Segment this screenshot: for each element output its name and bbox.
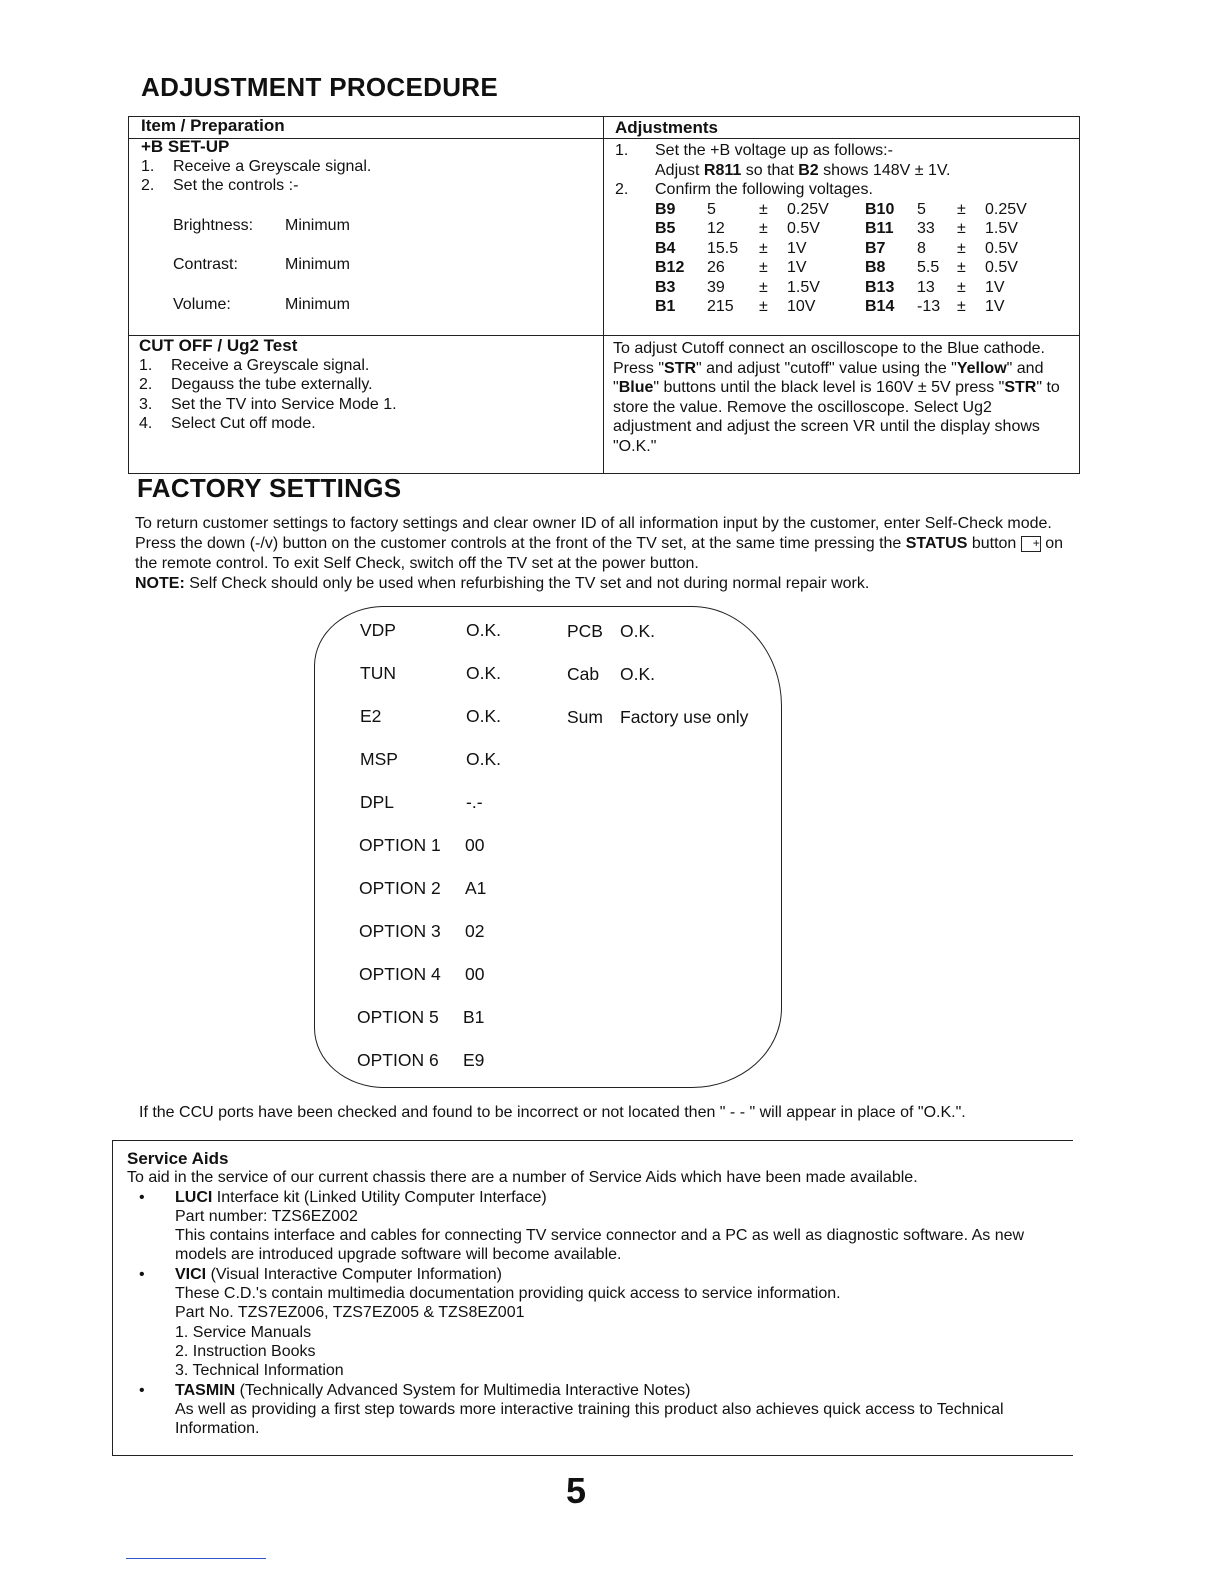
resistor-ref: R811 [703,161,742,179]
t: shows 148V ± 1V. [818,161,951,179]
note [135,574,1070,594]
adjustment-table [128,116,1080,474]
screen-row [567,621,655,642]
voltage-cell: 215 [707,298,734,315]
step-text: Select Cut off mode. [171,415,316,432]
screen-row [360,706,501,727]
col-header-item: Item / Preparation [141,116,285,135]
bset-heading: +B SET-UP [141,137,230,156]
screen-value: 00 [465,964,485,984]
voltage-cell: B12 [655,259,685,276]
service-aids-box [112,1140,1073,1456]
page-title: ADJUSTMENT PROCEDURE [141,72,499,102]
screen-row [359,835,484,856]
voltage-cell: B7 [865,239,886,257]
voltage-cell: B1 [655,298,676,315]
step: 1. Set the +B voltage up as follows:- [615,142,893,159]
screen-row [360,749,501,770]
t: Adjust [655,161,704,179]
tasmin-text: As well as providing a first step towards more interactive training this product also achieves quick access to Technical Information. [175,1400,1004,1438]
screen-key: OPTION 3 [359,921,441,941]
voltage-cell: 26 [707,259,725,276]
cutoff-steps [139,356,589,434]
t: To adjust Cutoff connect an oscilloscope to the Blue cathode. Press " [613,340,1045,377]
step [139,356,589,376]
voltage-cell: ± [957,259,966,276]
voltage-cell: B5 [655,220,676,237]
note-label: NOTE: [135,575,185,592]
luci-text: This contains interface and cables for connecting TV service connector and a PC as well as diagnostic software. As new models are introduced upgrade software will become available. [175,1227,1025,1264]
col-header-adjustments: Adjustments [615,118,718,137]
screen-key: OPTION 5 [357,1007,439,1027]
screen-key: VDP [360,620,396,640]
screen-row [357,1050,484,1071]
t: so that [741,161,799,179]
screen-value: E9 [463,1050,485,1070]
voltage-cell: 39 [707,278,725,296]
voltage-cell: 5 [707,200,716,218]
voltage-cell: 1V [787,239,807,257]
screen-row [359,964,484,985]
vici-text: These C.D.'s contain multimedia documentation providing quick access to service information. [175,1285,841,1303]
voltage-cell: 0.25V [787,200,829,218]
bset-adjustments [615,141,1075,317]
note-text: Self Check should only be used when refurbishing the TV set and not during normal repair work. [184,575,870,592]
step-number: 3. [139,395,153,413]
screen-row [359,878,486,899]
screen-row [567,664,655,685]
screen-value: O.K. [466,663,502,683]
voltage-cell: ± [957,200,966,218]
tasmin-item [127,1381,1057,1400]
voltage-cell: 13 [917,278,935,296]
t: (Technically Advanced System for Multimedia Interactive Notes) [235,1381,691,1399]
cutoff-adjustment [613,339,1063,456]
vici-list-item: 2. Instruction Books [175,1342,316,1360]
t: To return customer settings to factory settings and clear owner ID of all information input by the customer, enter Self-Check mode. Press the down (-/v) button on the customer controls at the front of the TV set, at the same time pressing the [135,515,1052,552]
screen-row [360,663,501,684]
voltage-cell: B14 [865,298,895,315]
screen-key: OPTION 4 [359,964,441,984]
voltage-cell: ± [759,239,768,257]
page-number: 5 [566,1470,587,1511]
voltage-cell: 5.5 [917,259,940,276]
vici-part: Part No. TZS7EZ006, TZS7EZ005 & TZS8EZ001 [175,1304,525,1322]
step [139,395,589,415]
screen-key: OPTION 2 [359,878,441,898]
screen-key: OPTION 6 [357,1050,439,1070]
screen-key: DPL [360,792,395,812]
control-label: Volume: [173,295,231,313]
screen-value: O.K. [466,620,502,640]
t: " and adjust "cutoff" value using the " [696,359,957,377]
cutoff-heading: CUT OFF / Ug2 Test [139,336,298,355]
screen-key: Sum [567,707,603,727]
step [139,375,589,395]
voltage-table [655,200,1075,317]
vici-item [127,1265,1057,1284]
t: " and " [613,359,1044,396]
luci-part: Part number: TZS6EZ002 [175,1207,358,1225]
voltage-cell: 1V [985,278,1005,296]
voltage-cell: 10V [787,298,816,315]
tasmin-name: TASMIN [175,1381,236,1399]
voltage-cell: 0.5V [985,259,1018,276]
luci-name: LUCI [175,1188,213,1206]
voltage-cell: B8 [865,259,886,276]
voltage-cell: 0.5V [787,220,820,237]
cutoff-prep [139,336,589,434]
voltage-cell: 12 [707,220,725,237]
screen-value: 02 [465,921,485,941]
voltage-cell: ± [957,220,966,237]
step-text: Receive a Greyscale signal. [171,356,370,374]
screen-key: Cab [567,664,600,684]
voltage-cell: B9 [655,200,676,218]
vici-list-item: 1. Service Manuals [175,1323,312,1341]
link-underline [126,1558,266,1559]
screen-row [359,921,484,942]
voltage-ref: B2 [798,161,819,179]
t: " to store the value. Remove the oscilloscope. Select Ug2 adjustment and adjust the screen VR until the display shows "O.K." [613,379,1060,455]
screen-value: -.- [466,792,483,812]
control-row [173,216,591,236]
voltage-cell: 1V [787,259,807,276]
screen-value: Factory use only [620,707,749,727]
step-text: Set the TV into Service Mode 1. [171,395,397,413]
screen-row [360,792,483,813]
step: 1. Receive a Greyscale signal. [141,157,372,175]
voltage-cell: 15.5 [707,239,739,257]
luci-item [127,1188,1057,1207]
screen-key: OPTION 1 [359,835,441,855]
voltage-cell: 33 [917,220,935,237]
screen-value: A1 [465,878,487,898]
step-number: 2. [139,376,153,393]
factory-settings-text [135,514,1070,594]
voltage-cell: 8 [917,239,926,257]
t: (Visual Interactive Computer Information) [206,1265,502,1283]
service-aids-content [127,1149,1057,1438]
step-number: 1. [139,356,153,374]
control-value: Minimum [285,216,350,234]
step [139,414,589,434]
voltage-cell: ± [759,200,768,218]
voltage-cell: 5 [917,200,926,218]
voltage-cell: ± [957,298,966,315]
voltage-cell: ± [957,239,966,257]
voltage-cell: ± [759,298,768,315]
screen-value: O.K. [620,664,656,684]
control-label: Contrast: [173,256,238,273]
screen-row [357,1007,484,1028]
voltage-cell: ± [759,220,768,237]
service-aids-intro: To aid in the service of our current chassis there are a number of Service Aids which have been made available. [127,1169,918,1187]
control-row [173,255,591,275]
control-row [173,295,591,315]
voltage-cell: B3 [655,278,676,296]
blue-label: Blue [618,379,654,396]
screen-row [567,707,748,728]
status-label: STATUS [905,535,968,552]
voltage-cell: 1V [985,298,1005,315]
voltage-cell: B4 [655,239,676,257]
vici-list-item: 3. Technical Information [175,1362,344,1380]
screen-key: TUN [360,663,396,683]
step-text: Set the +B voltage up as follows:- [655,142,893,159]
screen-value: O.K. [466,706,502,726]
control-value: Minimum [285,295,350,313]
factory-paragraph [135,514,1070,574]
voltage-cell: B13 [865,278,895,296]
control-value: Minimum [285,256,350,273]
column-divider [603,117,604,473]
step-text: Receive a Greyscale signal. [173,157,372,175]
str-label: STR [1004,379,1037,396]
screen-key: MSP [360,749,398,769]
voltage-cell: 0.5V [985,239,1018,257]
step-text: Degauss the tube externally. [171,376,373,393]
status-button-icon: + [1021,536,1041,552]
screen-value: B1 [463,1007,485,1027]
voltage-cell: ± [759,278,768,296]
ccu-note: If the CCU ports have been checked and found to be incorrect or not located then " - - " will appear in place of "O.K.". [139,1104,966,1121]
voltage-cell: -13 [917,298,941,315]
step-text: Confirm the following voltages. [655,181,873,198]
voltage-cell: ± [759,259,768,276]
step-number: 4. [139,415,153,432]
voltage-cell: 1.5V [787,278,820,296]
service-aids-heading: Service Aids [127,1149,229,1168]
vici-name: VICI [175,1265,207,1283]
step: 2. Confirm the following voltages. [615,181,873,198]
voltage-cell: B11 [865,220,894,237]
voltage-cell: 1.5V [985,220,1018,237]
voltage-cell: B10 [865,200,895,218]
bset-prep [141,137,591,314]
step [615,161,1075,181]
voltage-cell: 0.25V [985,200,1027,218]
yellow-label: Yellow [956,359,1007,377]
step-text [655,161,951,181]
screen-row [360,620,501,641]
screen-value: O.K. [466,749,502,769]
step: 2. Set the controls :- [141,177,299,194]
screen-value: O.K. [620,621,656,641]
screen-key: E2 [360,706,382,726]
t: " buttons until the black level is 160V ± 5V press " [653,379,1005,396]
str-label: STR [664,359,697,377]
control-label: Brightness: [173,216,254,234]
t: Interface kit (Linked Utility Computer Interface) [212,1188,547,1206]
screen-value: 00 [465,835,485,855]
t: button [967,535,1021,552]
step-text: Set the controls :- [173,177,299,194]
voltage-cell: ± [957,278,966,296]
factory-settings-heading: FACTORY SETTINGS [137,473,402,503]
screen-key: PCB [567,621,603,641]
t: on the remote control. To exit Self Check, switch off the TV set at the power button. [135,535,1063,572]
